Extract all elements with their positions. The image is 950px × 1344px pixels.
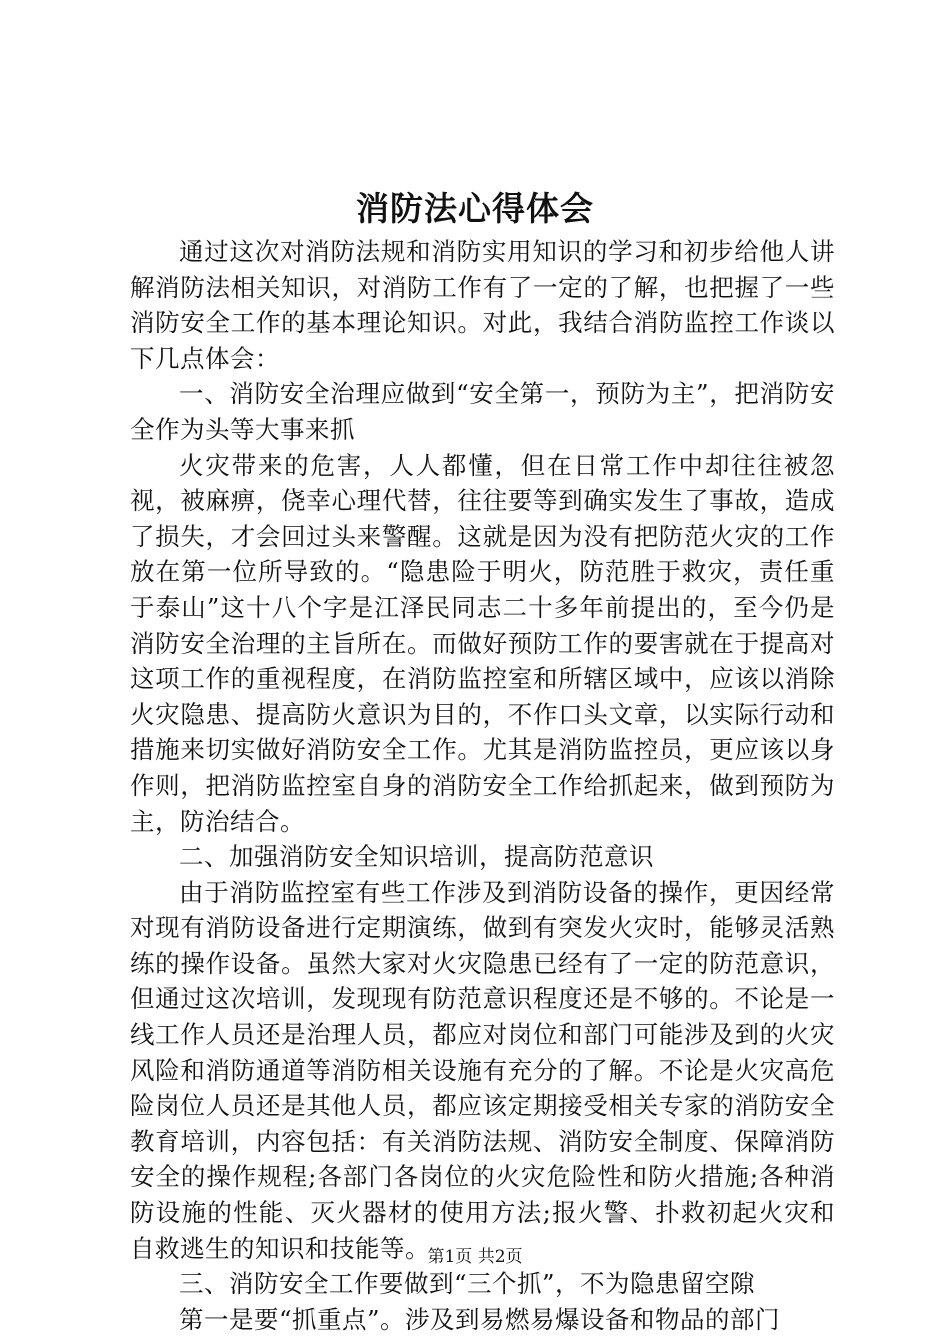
paragraph-intro: 通过这次对消防法规和消防实用知识的学习和初步给他人讲解消防法相关知识，对消防工作有了一定的了解，也把握了一些消防安全工作的基本理论知识。对此，我结合消防监控工作谈以下几点体会：	[130, 237, 835, 373]
document-body	[130, 234, 835, 1337]
heading-section-2: 二、加强消防安全知识培训，提高防范意识	[179, 842, 654, 872]
paragraph-section-1: 火灾带来的危害，人人都懂，但在日常工作中却往往被忽视，被麻痹，侥幸心理代替，往往要等到确实发生了事故，造成了损失，才会回过头来警醒。这就是因为没有把防范火灾的工作放在第一位所导致的。“隐患险于明火，防范胜于救灾，责任重于泰山”这十八个字是江泽民同志二十多年前提出的，至今仍是消防安全治理的主旨所在。而做好预防工作的要害就在于提高对这项工作的重视程度，在消防监控室和所辖区域中，应该以消除火灾隐患、提高防火意识为目的，不作口头文章，以实际行动和措施来切实做好消防安全工作。尤其是消防监控员，更应该以身作则，把消防监控室自身的消防安全工作给抓起来，做到预防为主，防治结合。	[130, 450, 835, 836]
paragraph-section-2: 由于消防监控室有些工作涉及到消防设备的操作，更因经常对现有消防设备进行定期演练，做到有突发火灾时，能够灵活熟练的操作设备。虽然大家对火灾隐患已经有了一定的防范意识，但通过这次培训，发现现有防范意识程度还是不够的。不论是一线工作人员还是治理人员，都应对岗位和部门可能涉及到的火灾风险和消防通道等消防相关设施有充分的了解。不论是火灾高危险岗位人员还是其他人员，都应该定期接受相关专家的消防安全教育培训，内容包括：有关消防法规、消防安全制度、保障消防安全的操作规程;各部门各岗位的火灾危险性和防火措施;各种消防设施的性能、灭火器材的使用方法;报火警、扑救初起火灾和自救逃生的知识和技能等。	[130, 877, 835, 1263]
document-title: 消防法心得体会	[356, 189, 594, 228]
heading-section-1: 一、消防安全治理应做到“安全第一，预防为主”，把消防安全作为头等大事来抓	[130, 379, 835, 444]
page-footer: 第1页 共2页	[427, 1247, 523, 1267]
paragraph-section-3: 第一是要“抓重点”。涉及到易燃易爆设备和物品的部门	[179, 1304, 781, 1334]
heading-section-3: 三、消防安全工作要做到“三个抓”，不为隐患留空隙	[179, 1269, 756, 1299]
